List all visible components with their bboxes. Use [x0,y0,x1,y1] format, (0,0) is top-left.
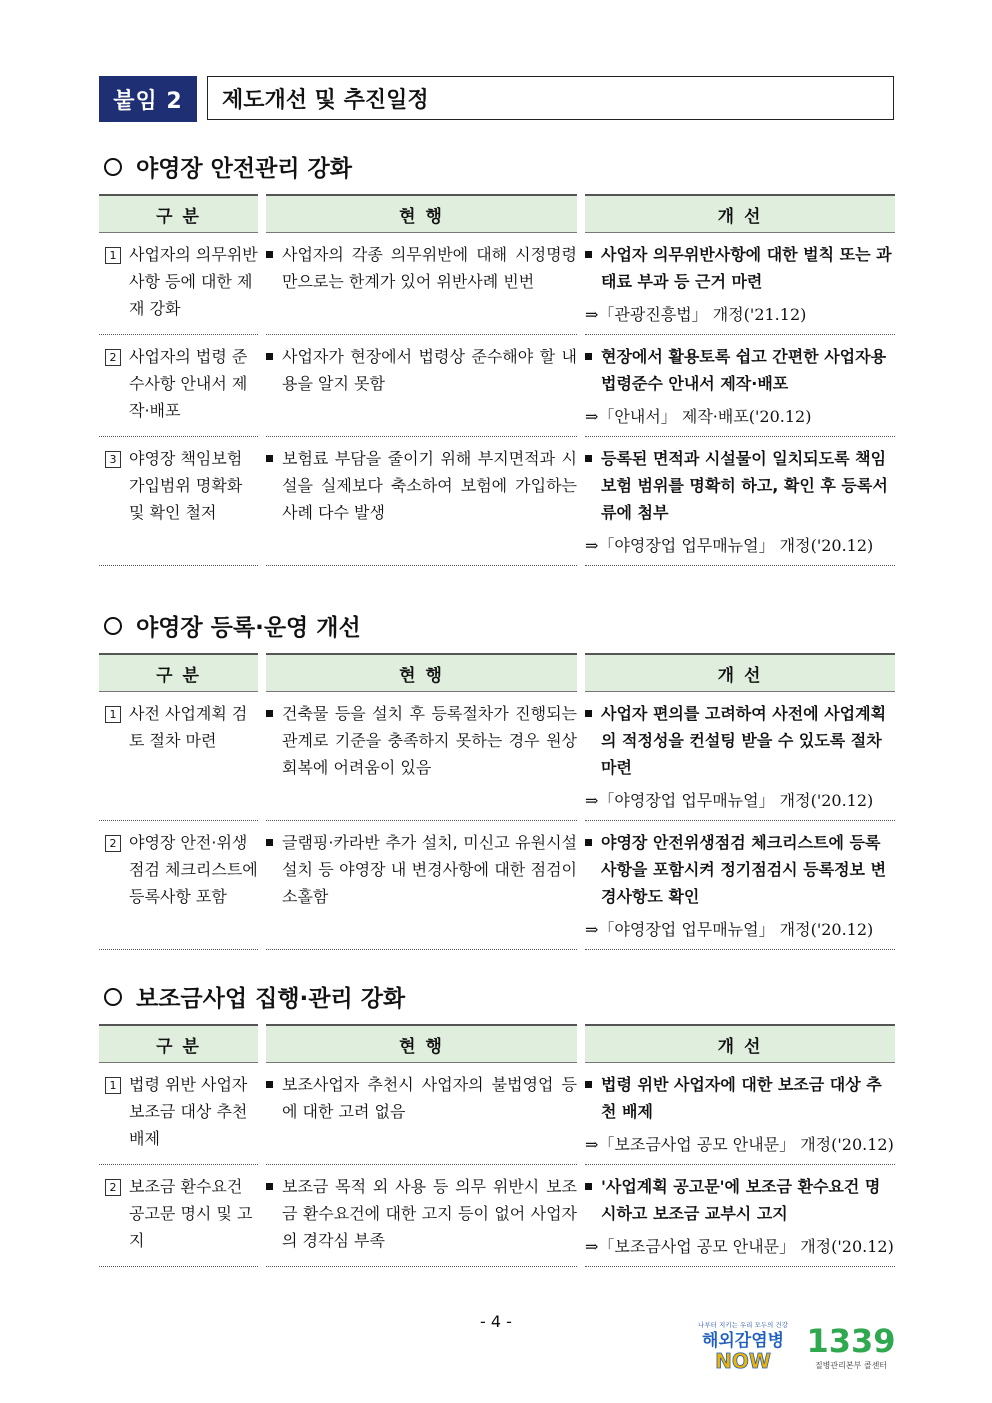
square-bullet-icon [585,1081,592,1088]
row-number: 1 [105,706,121,723]
header-category: 구 분 [99,1024,258,1063]
row-number: 3 [105,451,121,468]
circle-bullet-icon [104,988,122,1006]
header-current: 현 행 [266,653,577,692]
table-row [99,821,895,950]
category-text: 야영장 책임보험 가입범위 명확화 및 확인 철저 [129,449,243,522]
square-bullet-icon [585,251,592,258]
row-number: 1 [105,247,121,264]
row-number: 2 [105,835,121,852]
table-registration [99,653,895,950]
square-bullet-icon [266,1081,273,1088]
header-category: 구 분 [99,653,258,692]
category-text: 사업자의 법령 준수사항 안내서 제작·배포 [129,347,248,420]
table-row [99,692,895,821]
square-bullet-icon [266,353,273,360]
square-bullet-icon [585,1183,592,1190]
attachment-tag: 붙임 2 [99,76,197,122]
schedule-text: ⇒「보조금사업 공모 안내문」 개정('20.12) [585,1135,894,1154]
current-text: 보조금 목적 외 사용 등 의무 위반시 보조금 환수요건에 대한 고지 등이 없어 사업자의 경각심 부족 [282,1177,577,1250]
logo1-main: 해외감염병 [701,1331,785,1351]
header-improvement: 개 선 [585,194,895,233]
current-text: 보험료 부담을 줄이기 위해 부지면적과 시설을 실제보다 축소하여 보험에 가입하는 사례 다수 발생 [282,449,577,522]
current-text: 보조사업자 추천시 사업자의 불법영업 등에 대한 고려 없음 [282,1075,577,1121]
section-title-3: 보조금사업 집행·관리 강화 [104,980,405,1013]
square-bullet-icon [585,710,592,717]
schedule-text: ⇒「안내서」 제작·배포('20.12) [585,407,812,426]
logo2-main: 1339 [806,1322,896,1360]
square-bullet-icon [266,710,273,717]
improvement-text: 사업자 의무위반사항에 대한 벌칙 또는 과태료 부과 등 근거 마련 [601,245,892,291]
logo1-sub: NOW [715,1349,771,1373]
current-text: 사업자의 각종 의무위반에 대해 시정명령만으로는 한계가 있어 위반사례 빈번 [282,245,577,291]
category-text: 사전 사업계획 검토 절차 마련 [129,704,248,750]
header [99,76,894,122]
table-safety [99,194,895,566]
table-row [99,1063,895,1165]
schedule-text: ⇒「야영장업 업무매뉴얼」 개정('20.12) [585,536,874,555]
page-number: - 4 - [480,1312,512,1331]
logo2-sub: 질병관리본부 콜센터 [814,1361,888,1370]
page-title: 제도개선 및 추진일정 [207,76,894,120]
schedule-text: ⇒「야영장업 업무매뉴얼」 개정('20.12) [585,791,874,810]
square-bullet-icon [585,839,592,846]
circle-bullet-icon [104,617,122,635]
improvement-text: 등록된 면적과 시설물이 일치되도록 책임보험 범위를 명확히 하고, 확인 후 등록서류에 첨부 [601,449,888,522]
section-title-2: 야영장 등록·운영 개선 [104,609,361,642]
section-title-1: 야영장 안전관리 강화 [104,150,352,183]
category-text: 보조금 환수요건 공고문 명시 및 고지 [129,1177,253,1250]
square-bullet-icon [266,839,273,846]
improvement-text: 야영장 안전위생점검 체크리스트에 등록사항을 포함시켜 정기점검시 등록정보 변경사항도 확인 [601,833,887,906]
logo1-tagline: 나부터 지키는 우리 모두의 건강 [698,1321,788,1329]
square-bullet-icon [266,455,273,462]
improvement-text: '사업계획 공고문'에 보조금 환수요건 명시하고 보조금 교부시 고지 [601,1177,881,1223]
header-category: 구 분 [99,194,258,233]
table-row [99,437,895,566]
improvement-text: 법령 위반 사업자에 대한 보조금 대상 추천 배제 [601,1075,882,1121]
row-number: 2 [105,349,121,366]
category-text: 야영장 안전·위생 점검 체크리스트에 등록사항 포함 [129,833,258,906]
table-row [99,1165,895,1267]
improvement-text: 현장에서 활용토록 쉽고 간편한 사업자용 법령준수 안내서 제작·배포 [601,347,887,393]
improvement-text: 사업자 편의를 고려하여 사전에 사업계획의 적정성을 컨설팅 받을 수 있도록 절차 마련 [601,704,887,777]
header-improvement: 개 선 [585,653,895,692]
table-row [99,233,895,335]
schedule-text: ⇒「관광진흥법」 개정('21.12) [585,305,807,324]
table-row [99,335,895,437]
current-text: 건축물 등을 설치 후 등록절차가 진행되는 관계로 기준을 충족하지 못하는 경우 원상회복에 어려움이 있음 [282,704,577,777]
square-bullet-icon [585,353,592,360]
header-current: 현 행 [266,1024,577,1063]
schedule-text: ⇒「야영장업 업무매뉴얼」 개정('20.12) [585,920,874,939]
overseas-infection-now-logo [693,1318,793,1374]
current-text: 글램핑·카라반 추가 설치, 미신고 유원시설 설치 등 야영장 내 변경사항에 대한 점검이 소홀함 [282,833,577,906]
schedule-text: ⇒「보조금사업 공모 안내문」 개정('20.12) [585,1237,894,1256]
square-bullet-icon [266,251,273,258]
row-number: 2 [105,1179,121,1196]
category-text: 법령 위반 사업자 보조금 대상 추천 배제 [129,1075,248,1148]
row-number: 1 [105,1077,121,1094]
current-text: 사업자가 현장에서 법령상 준수해야 할 내용을 알지 못함 [282,347,577,393]
header-improvement: 개 선 [585,1024,895,1063]
table-subsidy [99,1024,895,1267]
header-current: 현 행 [266,194,577,233]
category-text: 사업자의 의무위반사항 등에 대한 제재 강화 [129,245,258,318]
call-center-1339-logo [800,1318,902,1374]
square-bullet-icon [266,1183,273,1190]
square-bullet-icon [585,455,592,462]
circle-bullet-icon [104,158,122,176]
